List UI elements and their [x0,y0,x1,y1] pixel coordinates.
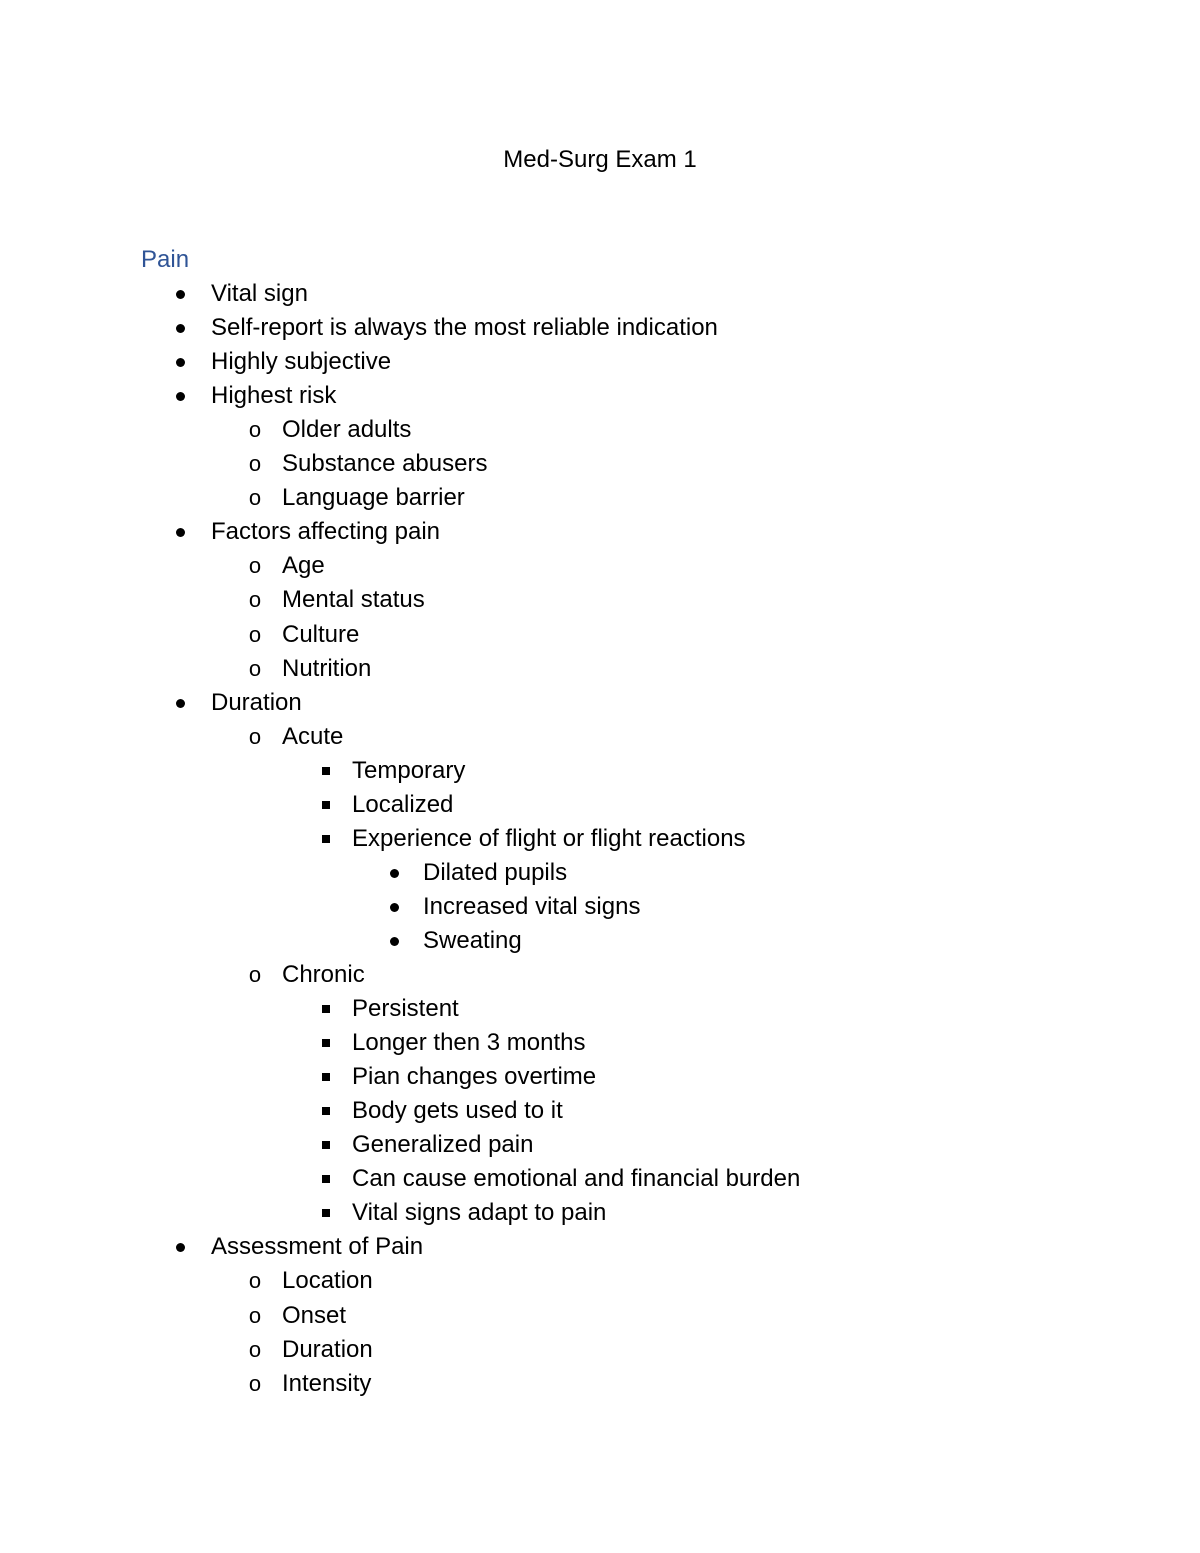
outline-item-text: Substance abusers [282,450,488,477]
bullet-square-icon [318,1162,334,1196]
bullet-dot-icon [172,1230,188,1264]
outline-item-text: Body gets used to it [352,1097,563,1124]
outline-item-text: Mental status [282,586,425,613]
bullet-square-icon [318,1026,334,1060]
outline-item-text: Pian changes overtime [352,1063,597,1090]
outline-item-text: Temporary [352,757,466,784]
outline-item-text: Onset [282,1302,347,1329]
outline-item-text: Highest risk [211,382,337,409]
section-heading-pain: Pain [141,246,190,273]
outline-item-text: Sweating [423,927,522,954]
outline-item-text: Increased vital signs [423,893,641,920]
bullet-circle-icon: o [248,451,262,476]
outline-item-text: Age [282,552,325,579]
outline-item-text: Dilated pupils [423,859,568,886]
outline-item-text: Persistent [352,995,459,1022]
outline-item-text: Duration [211,689,302,716]
bullet-square-icon [318,992,334,1026]
outline-item-text: Experience of flight or flight reactions [352,825,746,852]
bullet-circle-icon: o [248,417,262,442]
bullet-square-icon [318,1128,334,1162]
bullet-circle-icon: o [248,656,262,681]
outline-item-text: Language barrier [282,484,465,511]
bullet-circle-icon: o [248,962,262,987]
bullet-dot-icon [172,686,188,720]
outline-item-text: Longer then 3 months [352,1029,586,1056]
bullet-dot-icon [172,277,188,311]
bullet-dot-icon [386,856,402,890]
outline-item-text: Vital sign [211,280,308,307]
bullet-square-icon [318,822,334,856]
outline-item-text: Chronic [282,961,365,988]
bullet-circle-icon: o [248,1268,262,1293]
bullet-circle-icon: o [248,553,262,578]
bullet-circle-icon: o [248,1303,262,1328]
bullet-square-icon [318,1094,334,1128]
outline-item-text: Intensity [282,1370,372,1397]
outline-item-text: Nutrition [282,655,372,682]
outline-item-text: Assessment of Pain [211,1233,424,1260]
bullet-circle-icon: o [248,622,262,647]
outline-item-text: Can cause emotional and financial burden [352,1165,801,1192]
bullet-square-icon [318,1196,334,1230]
bullet-circle-icon: o [248,485,262,510]
outline-item-text: Vital signs adapt to pain [352,1199,607,1226]
bullet-dot-icon [172,311,188,345]
bullet-circle-icon: o [248,587,262,612]
bullet-dot-icon [386,924,402,958]
bullet-square-icon [318,1060,334,1094]
outline-item-text: Generalized pain [352,1131,534,1158]
outline-item-text: Localized [352,791,454,818]
outline-item-text: Self-report is always the most reliable indication [211,314,718,341]
bullet-circle-icon: o [248,1337,262,1362]
bullet-dot-icon [386,890,402,924]
page-title: Med-Surg Exam 1 [503,146,697,173]
bullet-dot-icon [172,379,188,413]
bullet-dot-icon [172,345,188,379]
outline-item-text: Duration [282,1336,373,1363]
outline-item-text: Older adults [282,416,412,443]
bullet-square-icon [318,754,334,788]
outline-item-text: Factors affecting pain [211,518,441,545]
bullet-dot-icon [172,515,188,549]
outline-item-text: Location [282,1267,373,1294]
bullet-square-icon [318,788,334,822]
bullet-circle-icon: o [248,1371,262,1396]
outline-item-text: Highly subjective [211,348,392,375]
outline-item-text: Culture [282,621,360,648]
outline-item-text: Acute [282,723,344,750]
bullet-circle-icon: o [248,724,262,749]
